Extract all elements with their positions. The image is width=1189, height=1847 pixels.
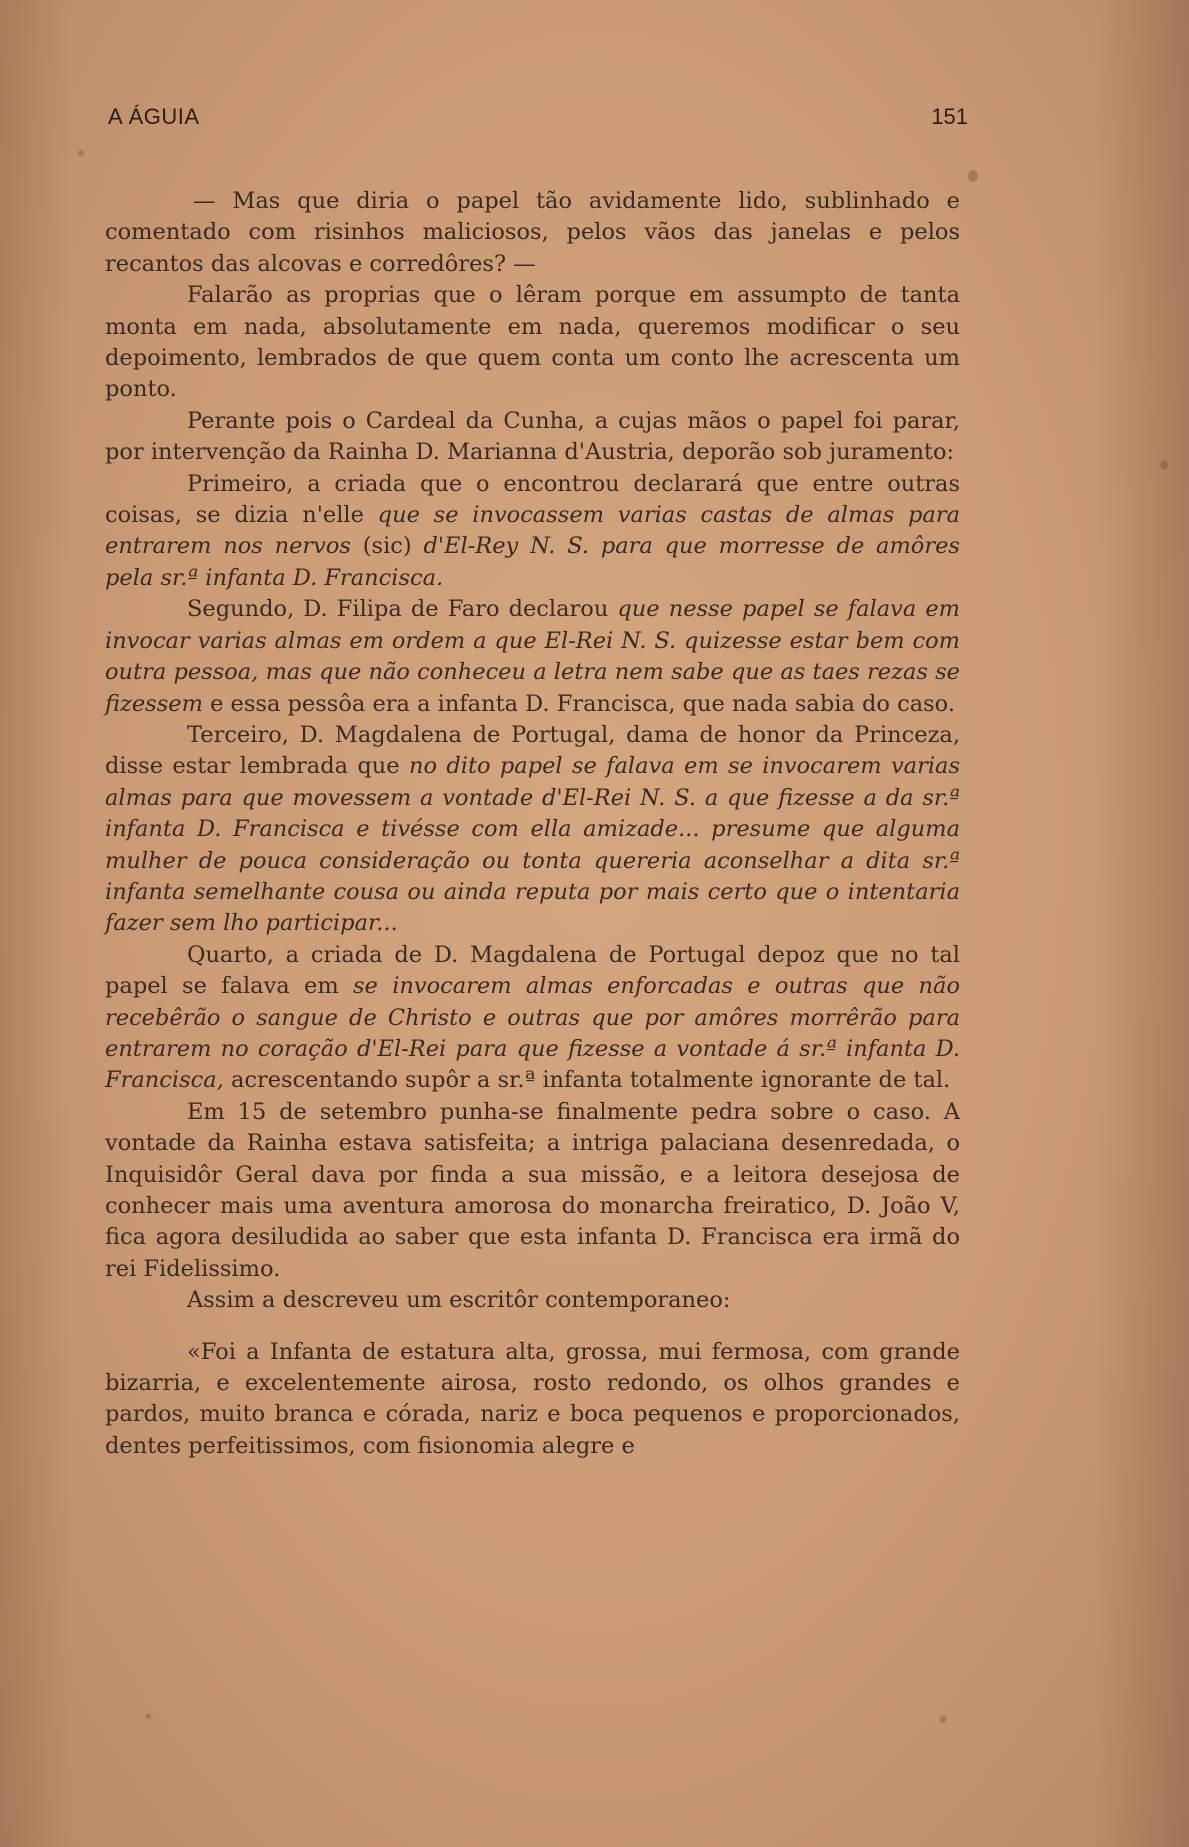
text-run: Quarto, a criada de D. Magdalena de Portugal depoz que no tal papel se falava em <box>105 941 960 1000</box>
foxing-spot <box>940 1716 946 1723</box>
text-run: Em 15 de setembro punha-se finalmente pedra sobre o caso. A vontade da Rainha estava satisfeita; a intriga palaciana desenredada, o Inquisidôr Geral dava por finda a sua missão, e a leitora desejosa de conhecer mais uma aventura amorosa do monarcha freiratico, D. João V, fica agora desiludida ao saber que esta infanta D. Francisca era irmã do rei Fidelissimo. <box>105 1098 960 1282</box>
paragraph <box>105 186 960 280</box>
quoted-paragraph <box>105 1337 960 1463</box>
text-run: acrescentando supôr a sr.ª infanta totalmente ignorante de tal. <box>223 1067 951 1094</box>
text-run: Segundo, D. Filipa de Faro declarou <box>187 596 618 623</box>
paragraph <box>105 280 960 406</box>
italic-text-run: que nesse papel se falava em invocar varias almas em ordem a que El-Rei N. S. quizesse estar bem com outra pessoa, mas que não conheceu a letra nem sabe que as taes rezas se fizessem <box>105 596 960 717</box>
foxing-spot <box>78 150 84 156</box>
running-head: A ÁGUIA <box>108 104 200 129</box>
italic-text-run: se invocarem almas enforcadas e outras que não recebêrão o sangue de Christo e outras que por amôres morrêrão para entrarem no coração d'El-Rei para que fizesse a vontade á sr.ª infanta D. Francisca, <box>105 973 960 1094</box>
text-run: Falarão as proprias que o lêram porque em assumpto de tanta monta em nada, absolutamente em nada, queremos modificar o seu depoimento, lembrados de que quem conta um conto lhe acrescenta um ponto. <box>105 282 960 403</box>
text-run: — Mas que diria o papel tão avidamente lido, sublinhado e comentado com risinhos maliciosos, pelos vãos das janelas e pelos recantos das alcovas e corredôres? — <box>105 188 960 277</box>
text-run: e essa pessôa era a infanta D. Francisca, que nada sabia do caso. <box>202 690 955 717</box>
paragraph <box>105 1097 960 1285</box>
italic-text-run: no dito papel se falava em se invocarem varias almas para que movessem a vontade d'El-Rei N. S. a que fizesse a da sr.ª infanta D. Francisca e tivésse com ella amizade... presume que alguma mulher de pouca consideração ou tonta quereria aconselhar a dita sr.ª infanta semelhante cousa ou ainda reputa por mais certo que o intentaria fazer sem lho participar... <box>105 753 960 937</box>
paragraph <box>105 406 960 469</box>
text-run: Terceiro, D. Magdalena de Portugal, dama de honor da Princeza, disse estar lembrada que <box>105 721 960 780</box>
paragraph <box>105 940 960 1097</box>
paragraph <box>105 594 960 720</box>
page-number: 151 <box>931 104 968 129</box>
text-run: Primeiro, a criada que o encontrou declarará que entre outras coisas, se dizia n'elle <box>105 470 960 529</box>
text-run: Perante pois o Cardeal da Cunha, a cujas mãos o papel foi parar, por intervenção da Rainha D. Marianna d'Austria, deporão sob juramento: <box>105 407 960 466</box>
foxing-spot <box>968 170 978 182</box>
body-text <box>105 186 960 1462</box>
italic-text-run: d'El-Rey N. S. para que morresse de amôres pela sr.ª infanta D. Francisca. <box>105 533 960 591</box>
text-run: «Foi a Infanta de estatura alta, grossa, mui fermosa, com grande bizarria, e excelentemente airosa, rosto redondo, os olhos grandes e pardos, muito branca e córada, nariz e boca pequenos e proporcionados, dentes perfeitissimos, com fisionomia alegre e <box>105 1338 960 1459</box>
text-run: (sic) <box>350 533 424 560</box>
text-run: Assim a descreveu um escritôr contemporaneo: <box>187 1287 731 1314</box>
paragraph <box>105 1285 960 1316</box>
page-header <box>108 104 968 140</box>
paragraph <box>105 469 960 595</box>
italic-text-run: que se invocassem varias castas de almas para entrarem nos nervos <box>105 502 960 560</box>
foxing-spot <box>1160 460 1168 470</box>
paragraph <box>105 720 960 940</box>
foxing-spot <box>146 1714 151 1719</box>
